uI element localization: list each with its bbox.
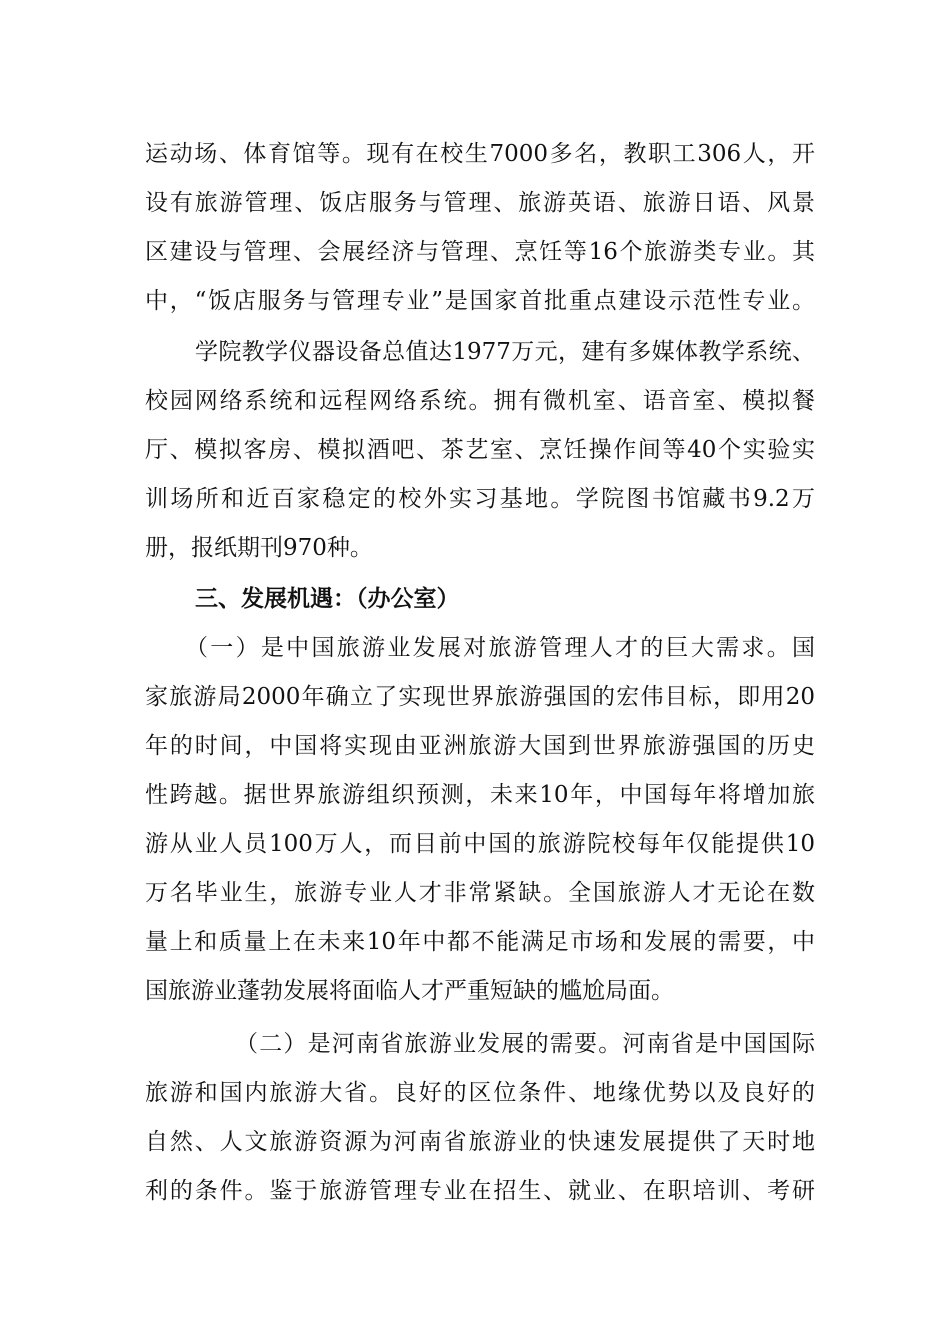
paragraph-line: （一）是中国旅游业发展对旅游管理人才的巨大需求。国 xyxy=(185,635,815,661)
paragraph-line: 学院教学仪器设备总值达1977万元，建有多媒体教学系统、 xyxy=(195,339,815,365)
paragraph-line: 性跨越。据世界旅游组织预测，未来10年，中国每年将增加旅 xyxy=(145,782,815,808)
paragraph-line: 校园网络系统和远程网络系统。拥有微机室、语音室、模拟餐 xyxy=(145,388,815,414)
paragraph-line: （二）是河南省旅游业发展的需要。河南省是中国国际 xyxy=(235,1031,815,1057)
paragraph-line: 年的时间，中国将实现由亚洲旅游大国到世界旅游强国的历史 xyxy=(145,733,815,759)
paragraph-line: 万名毕业生，旅游专业人才非常紧缺。全国旅游人才无论在数 xyxy=(145,880,815,906)
paragraph-line: 自然、人文旅游资源为河南省旅游业的快速发展提供了天时地 xyxy=(145,1129,815,1155)
paragraph-line: 设有旅游管理、饭店服务与管理、旅游英语、旅游日语、风景 xyxy=(145,190,815,216)
paragraph-line: 游从业人员100万人，而目前中国的旅游院校每年仅能提供10 xyxy=(145,831,815,857)
paragraph-line: 运动场、体育馆等。现有在校生7000多名，教职工306人，开 xyxy=(145,141,815,167)
paragraph-line: 中，“饭店服务与管理专业”是国家首批重点建设示范性专业。 xyxy=(145,288,815,314)
paragraph-line: 区建设与管理、会展经济与管理、烹饪等16个旅游类专业。其 xyxy=(145,239,815,265)
paragraph-line: 利的条件。鉴于旅游管理专业在招生、就业、在职培训、考研 xyxy=(145,1178,815,1204)
paragraph-line: 厅、模拟客房、模拟酒吧、茶艺室、烹饪操作间等40个实验实 xyxy=(145,437,815,463)
paragraph-line: 家旅游局2000年确立了实现世界旅游强国的宏伟目标，即用20 xyxy=(145,684,815,710)
paragraph-line: 训场所和近百家稳定的校外实习基地。学院图书馆藏书9.2万 xyxy=(145,486,815,512)
section-heading: 三、发展机遇：（办公室） xyxy=(195,586,460,612)
paragraph-line: 国旅游业蓬勃发展将面临人才严重短缺的尴尬局面。 xyxy=(145,978,674,1004)
paragraph-line: 量上和质量上在未来10年中都不能满足市场和发展的需要，中 xyxy=(145,929,815,955)
paragraph-line: 册，报纸期刊970种。 xyxy=(145,535,373,561)
paragraph-line: 旅游和国内旅游大省。良好的区位条件、地缘优势以及良好的 xyxy=(145,1080,815,1106)
